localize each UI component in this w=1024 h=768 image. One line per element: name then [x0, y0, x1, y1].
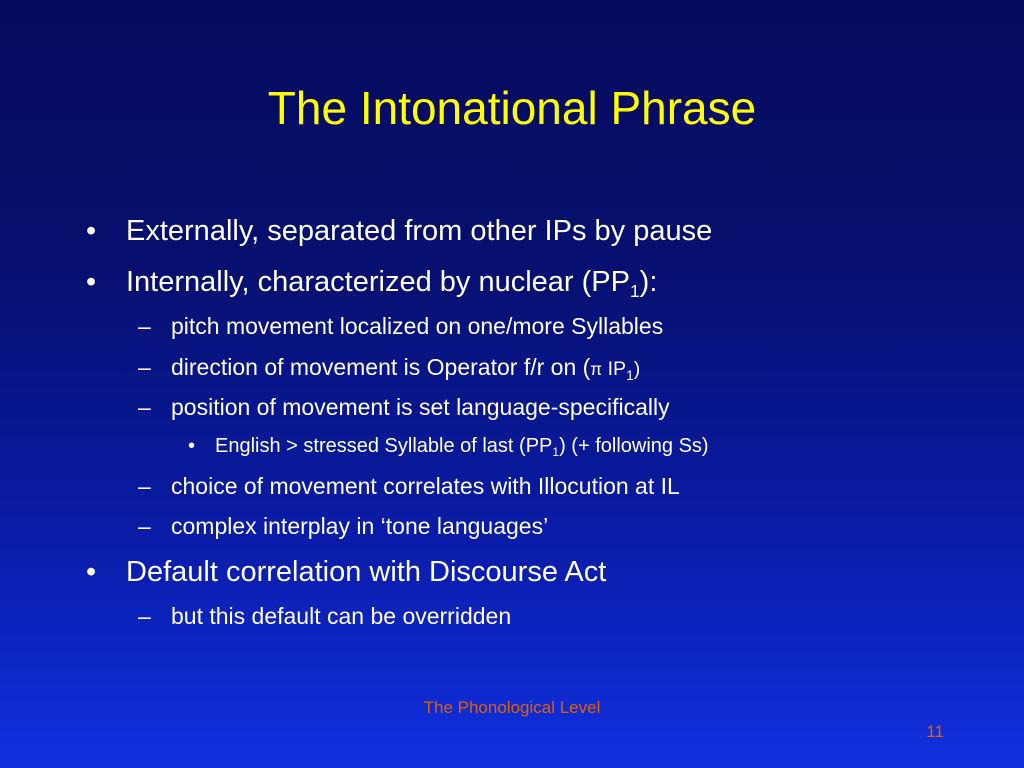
bullet-text: Default correlation with Discourse Act	[126, 556, 607, 588]
subbullet-text: but this default can be overridden	[171, 603, 512, 629]
subbullet-choice	[171, 472, 680, 500]
dash-marker: –	[138, 313, 151, 339]
subbullet-text: direction of movement is Operator f/r on (	[171, 354, 591, 380]
subbullet-complex	[171, 512, 548, 540]
bullet-text: Externally, separated from other IPs by pause	[126, 215, 713, 247]
subbullet-text: position of movement is set language-specifically	[171, 394, 670, 420]
dash-marker: –	[138, 354, 151, 380]
subsubbullet-english	[215, 434, 709, 458]
subbullet-text: complex interplay in ‘tone languages’	[171, 513, 549, 539]
bullet-marker: •	[188, 435, 196, 457]
pi-symbol: π	[590, 359, 603, 379]
subscript: 1	[626, 367, 634, 383]
bullet-marker: •	[86, 266, 97, 298]
subbullet-override	[171, 602, 511, 630]
subscript: 1	[629, 281, 640, 302]
slide-footer: The Phonological Level	[423, 698, 601, 717]
dash-marker: –	[138, 513, 151, 539]
subsubbullet-text-end: ) (+ following Ss)	[559, 435, 709, 457]
dash-marker: –	[138, 603, 151, 629]
bullet-marker: •	[86, 215, 97, 247]
bullet-externally	[126, 214, 712, 248]
bullet-internally	[126, 265, 658, 302]
ip-label: IP	[602, 358, 627, 380]
subscript: 1	[552, 445, 560, 460]
subbullet-text-end: )	[633, 358, 641, 380]
subbullet-pitch-movement	[171, 312, 663, 340]
subbullet-text: pitch movement localized on one/more Syllables	[171, 313, 664, 339]
dash-marker: –	[138, 473, 151, 499]
bullet-default	[126, 555, 606, 589]
bullet-text-end: ):	[639, 266, 658, 298]
subsubbullet-text: English > stressed Syllable of last (PP	[215, 435, 553, 457]
slide-title: The Intonational Phrase	[267, 82, 757, 134]
subbullet-text: choice of movement correlates with Illocution at IL	[171, 473, 680, 499]
subbullet-position	[171, 393, 670, 421]
bullet-text: Internally, characterized by nuclear (PP	[126, 266, 630, 298]
bullet-marker: •	[86, 556, 97, 588]
subbullet-direction	[171, 353, 640, 383]
dash-marker: –	[138, 394, 151, 420]
page-number: 11	[926, 722, 944, 741]
